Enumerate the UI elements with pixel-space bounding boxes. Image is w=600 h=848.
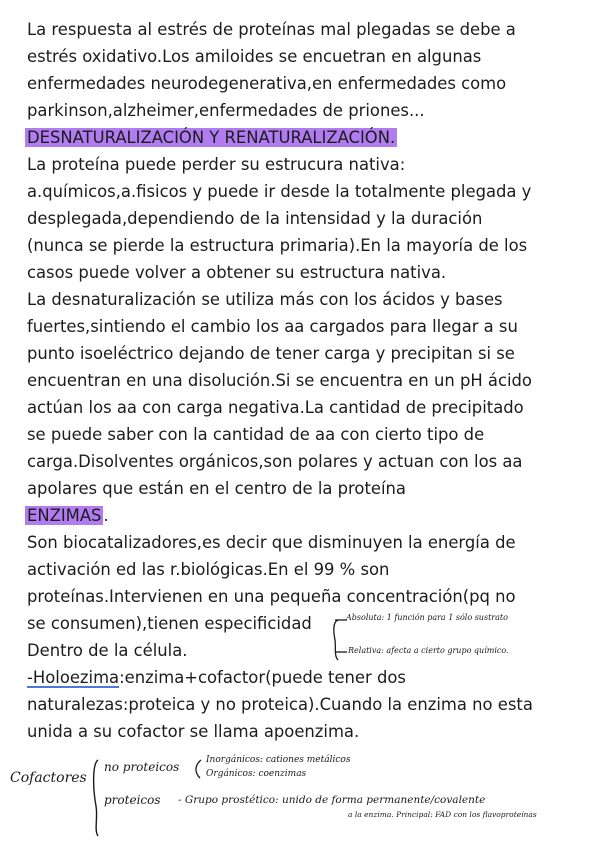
text-line-27: unida a su cofactor se llama apoenzima.	[27, 722, 360, 741]
text-line-20: Son biocatalizadores,es decir que disminuyen la energía de	[27, 533, 516, 552]
text-line-16: se puede saber con la cantidad de aa con cierto tipo de	[27, 425, 485, 444]
text-line-23: se consumen),tienen especificidad	[27, 614, 312, 633]
holoezima-definition: :enzima+cofactor(puede tener dos	[119, 668, 406, 687]
note-grupo-prostetico: - Grupo prostético: unido de forma permanente/covalente	[178, 794, 486, 806]
text-line-24: Dentro de la célula.	[27, 641, 188, 660]
text-line-8: desplegada,dependiendo de la intensidad y la duración	[27, 209, 483, 228]
text-line-17: carga.Disolventes orgánicos,son polares y actuan con los aa	[27, 452, 523, 471]
note-inorganicos: Inorgánicos: cationes metálicos	[206, 755, 351, 765]
text-line-21: activación ed las r.biológicas.En el 99 % son	[27, 560, 390, 579]
note-absoluta: Absoluta: 1 función para 1 sólo sustrato	[346, 613, 508, 622]
text-line-2: estrés oxidativo.Los amiloides se encuetran en algunas	[27, 47, 482, 66]
text-line-9: (nunca se pierde la estructura primaria).En la mayoría de los	[27, 236, 528, 255]
note-no-proteicos: no proteicos	[104, 760, 180, 774]
text-line-10: casos puede volver a obtener su estructura nativa.	[27, 263, 447, 282]
note-cofactores: Cofactores	[10, 770, 87, 786]
text-line-12: fuertes,sintiendo el cambio los aa cargados para llegar a su	[27, 317, 518, 336]
text-line-15: actúan los aa con carga negativa.La cantidad de precipitado	[27, 398, 524, 417]
note-proteicos: proteicos	[104, 793, 161, 807]
note-organicos: Orgánicos: coenzimas	[206, 769, 307, 779]
note-grupo-prostetico-2: a la enzima. Principal: FAD con los flavoproteínas	[348, 810, 537, 819]
highlight-enzimas: ENZIMAS	[27, 506, 102, 525]
underline-holoezima: -Holoezima	[27, 668, 120, 687]
note-relativa: Relativa: afecta a cierto grupo químico.	[348, 646, 509, 655]
text-line-7: a.químicos,a.fisicos y puede ir desde la totalmente plegada y	[27, 182, 532, 201]
text-line-22: proteínas.Intervienen en una pequeña concentración(pq no	[27, 587, 516, 606]
text-line-18: apolares que están en el centro de la proteína	[27, 479, 406, 498]
text-line-11: La desnaturalización se utiliza más con los ácidos y bases	[27, 290, 503, 309]
text-line-13: punto isoeléctrico dejando de tener carga y precipitan si se	[27, 344, 515, 363]
text-line-26: naturalezas:proteica y no proteica).Cuando la enzima no esta	[27, 695, 533, 714]
highlight-desnaturalizacion: DESNATURALIZACIÓN Y RENATURALIZACIÓN.	[27, 128, 396, 147]
text-line-14: encuentran en una disolución.Si se encuentra en un pH ácido	[27, 371, 532, 390]
text-line-3: enfermedades neurodegenerativa,en enfermedades como	[27, 74, 507, 93]
enzimas-period: .	[103, 506, 109, 525]
text-line-4: parkinson,alzheimer,enfermedades de priones...	[27, 101, 425, 120]
text-line-1: La respuesta al estrés de proteínas mal plegadas se debe a	[27, 20, 516, 39]
text-line-6: La proteína puede perder su estrucura nativa:	[27, 155, 406, 174]
